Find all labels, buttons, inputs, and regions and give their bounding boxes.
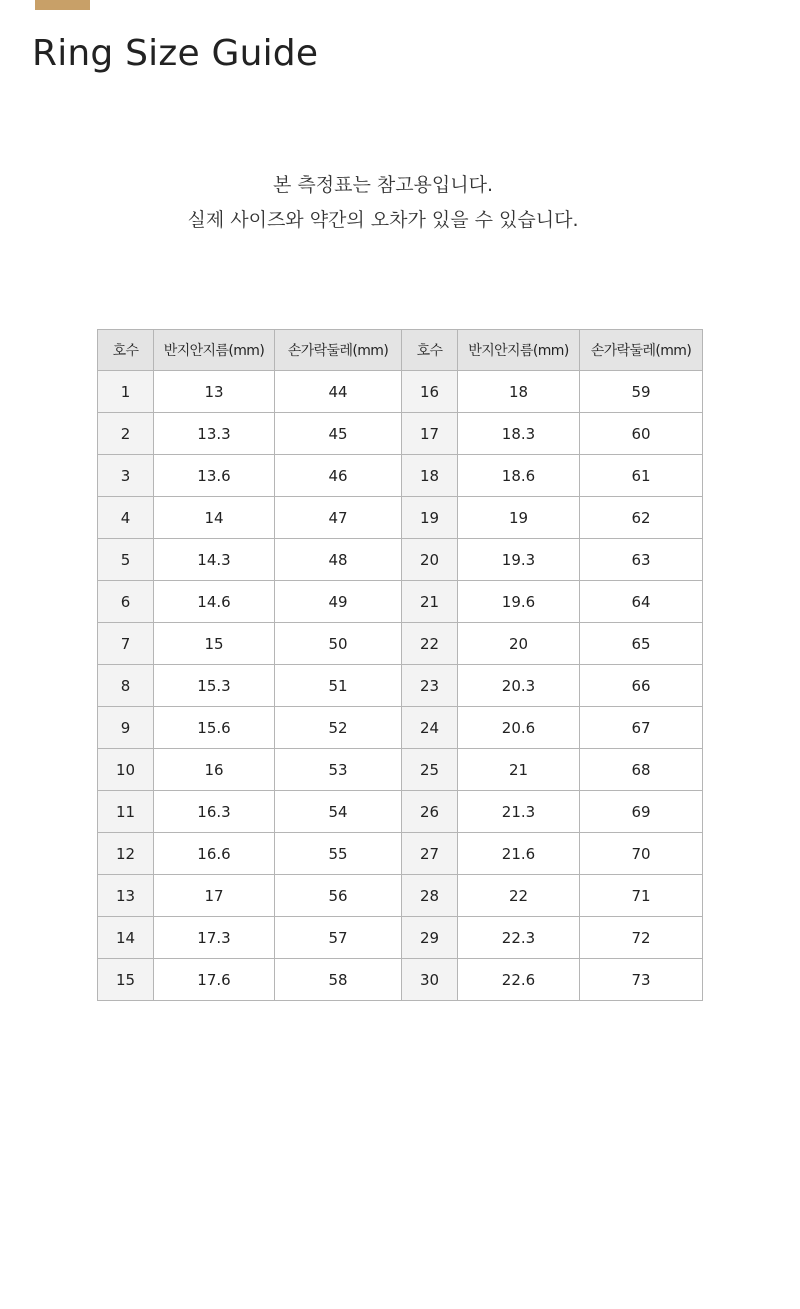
inner-diameter-cell: 17.6 [154, 959, 275, 1001]
circumference-cell: 49 [275, 581, 402, 623]
inner-diameter-cell: 13 [154, 371, 275, 413]
inner-diameter-cell: 18 [458, 371, 580, 413]
circumference-cell: 57 [275, 917, 402, 959]
circumference-cell: 56 [275, 875, 402, 917]
size-no-cell: 28 [402, 875, 458, 917]
size-no-cell: 13 [98, 875, 154, 917]
table-row [98, 623, 703, 665]
table-row [98, 875, 703, 917]
inner-diameter-cell: 20.3 [458, 665, 580, 707]
circumference-cell: 69 [580, 791, 703, 833]
circumference-cell: 63 [580, 539, 703, 581]
circumference-cell: 61 [580, 455, 703, 497]
inner-diameter-cell: 21 [458, 749, 580, 791]
size-no-cell: 7 [98, 623, 154, 665]
table-row [98, 707, 703, 749]
circumference-cell: 58 [275, 959, 402, 1001]
header-size-no: 호수 [98, 330, 154, 371]
size-no-cell: 30 [402, 959, 458, 1001]
circumference-cell: 59 [580, 371, 703, 413]
inner-diameter-cell: 21.3 [458, 791, 580, 833]
size-no-cell: 21 [402, 581, 458, 623]
inner-diameter-cell: 16 [154, 749, 275, 791]
inner-diameter-cell: 14.6 [154, 581, 275, 623]
inner-diameter-cell: 22 [458, 875, 580, 917]
size-no-cell: 9 [98, 707, 154, 749]
size-no-cell: 10 [98, 749, 154, 791]
circumference-cell: 53 [275, 749, 402, 791]
table-row [98, 791, 703, 833]
circumference-cell: 54 [275, 791, 402, 833]
inner-diameter-cell: 15 [154, 623, 275, 665]
inner-diameter-cell: 13.3 [154, 413, 275, 455]
size-no-cell: 20 [402, 539, 458, 581]
inner-diameter-cell: 15.6 [154, 707, 275, 749]
size-no-cell: 25 [402, 749, 458, 791]
circumference-cell: 55 [275, 833, 402, 875]
circumference-cell: 73 [580, 959, 703, 1001]
inner-diameter-cell: 19.6 [458, 581, 580, 623]
circumference-cell: 62 [580, 497, 703, 539]
size-no-cell: 3 [98, 455, 154, 497]
inner-diameter-cell: 17 [154, 875, 275, 917]
inner-diameter-cell: 20.6 [458, 707, 580, 749]
inner-diameter-cell: 17.3 [154, 917, 275, 959]
notice-line-2: 실제 사이즈와 약간의 오차가 있을 수 있습니다. [187, 209, 579, 231]
size-no-cell: 18 [402, 455, 458, 497]
size-no-cell: 27 [402, 833, 458, 875]
inner-diameter-cell: 18.6 [458, 455, 580, 497]
size-no-cell: 2 [98, 413, 154, 455]
table-row [98, 917, 703, 959]
inner-diameter-cell: 16.6 [154, 833, 275, 875]
ring-size-table [97, 329, 703, 1001]
circumference-cell: 70 [580, 833, 703, 875]
table-header-row [98, 330, 703, 371]
size-no-cell: 4 [98, 497, 154, 539]
size-no-cell: 26 [402, 791, 458, 833]
inner-diameter-cell: 13.6 [154, 455, 275, 497]
notice-line-1: 본 측정표는 참고용입니다. [272, 174, 493, 196]
table-row [98, 371, 703, 413]
inner-diameter-cell: 18.3 [458, 413, 580, 455]
size-no-cell: 24 [402, 707, 458, 749]
notice-text [0, 168, 766, 238]
header-finger-circumference: 손가락둘레(mm) [275, 330, 402, 371]
table-row [98, 539, 703, 581]
circumference-cell: 67 [580, 707, 703, 749]
circumference-cell: 47 [275, 497, 402, 539]
inner-diameter-cell: 14 [154, 497, 275, 539]
size-no-cell: 22 [402, 623, 458, 665]
size-no-cell: 14 [98, 917, 154, 959]
size-no-cell: 19 [402, 497, 458, 539]
table-row [98, 581, 703, 623]
accent-bar [35, 0, 90, 10]
inner-diameter-cell: 15.3 [154, 665, 275, 707]
inner-diameter-cell: 22.3 [458, 917, 580, 959]
header-size-no: 호수 [402, 330, 458, 371]
header-finger-circumference: 손가락둘레(mm) [580, 330, 703, 371]
header-inner-diameter: 반지안지름(mm) [458, 330, 580, 371]
circumference-cell: 52 [275, 707, 402, 749]
size-no-cell: 29 [402, 917, 458, 959]
table-row [98, 455, 703, 497]
size-no-cell: 11 [98, 791, 154, 833]
circumference-cell: 68 [580, 749, 703, 791]
size-no-cell: 1 [98, 371, 154, 413]
circumference-cell: 66 [580, 665, 703, 707]
size-no-cell: 23 [402, 665, 458, 707]
size-no-cell: 17 [402, 413, 458, 455]
circumference-cell: 65 [580, 623, 703, 665]
circumference-cell: 44 [275, 371, 402, 413]
table-row [98, 413, 703, 455]
table-body [98, 371, 703, 1001]
table-row [98, 497, 703, 539]
circumference-cell: 50 [275, 623, 402, 665]
inner-diameter-cell: 20 [458, 623, 580, 665]
inner-diameter-cell: 19.3 [458, 539, 580, 581]
page-title: Ring Size Guide [32, 33, 319, 74]
inner-diameter-cell: 22.6 [458, 959, 580, 1001]
size-no-cell: 5 [98, 539, 154, 581]
circumference-cell: 64 [580, 581, 703, 623]
size-no-cell: 15 [98, 959, 154, 1001]
size-no-cell: 16 [402, 371, 458, 413]
inner-diameter-cell: 16.3 [154, 791, 275, 833]
table-row [98, 665, 703, 707]
circumference-cell: 60 [580, 413, 703, 455]
table-row [98, 749, 703, 791]
circumference-cell: 51 [275, 665, 402, 707]
inner-diameter-cell: 14.3 [154, 539, 275, 581]
table-row [98, 833, 703, 875]
inner-diameter-cell: 21.6 [458, 833, 580, 875]
circumference-cell: 46 [275, 455, 402, 497]
size-no-cell: 8 [98, 665, 154, 707]
header-inner-diameter: 반지안지름(mm) [154, 330, 275, 371]
circumference-cell: 48 [275, 539, 402, 581]
table-row [98, 959, 703, 1001]
circumference-cell: 71 [580, 875, 703, 917]
circumference-cell: 72 [580, 917, 703, 959]
inner-diameter-cell: 19 [458, 497, 580, 539]
size-no-cell: 6 [98, 581, 154, 623]
size-no-cell: 12 [98, 833, 154, 875]
circumference-cell: 45 [275, 413, 402, 455]
